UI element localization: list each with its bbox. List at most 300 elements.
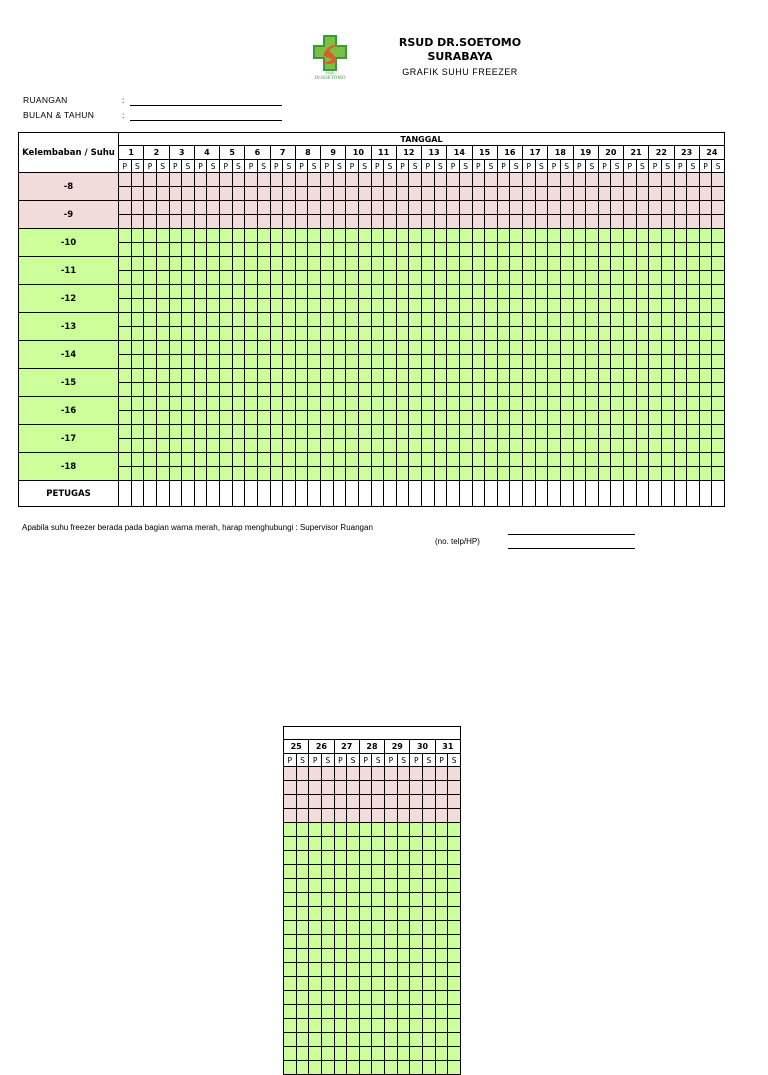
reading-cell[interactable] xyxy=(535,215,548,229)
reading-cell[interactable] xyxy=(384,313,397,327)
reading-cell[interactable] xyxy=(712,425,725,439)
reading-cell[interactable] xyxy=(573,271,586,285)
reading-cell[interactable] xyxy=(611,271,624,285)
reading-cell[interactable] xyxy=(611,285,624,299)
reading-cell[interactable] xyxy=(687,201,700,215)
petugas-cell[interactable] xyxy=(232,481,245,507)
reading-cell[interactable] xyxy=(182,187,195,201)
reading-cell[interactable] xyxy=(397,879,410,893)
reading-cell[interactable] xyxy=(207,243,220,257)
reading-cell[interactable] xyxy=(257,201,270,215)
reading-cell[interactable] xyxy=(560,467,573,481)
reading-cell[interactable] xyxy=(661,383,674,397)
reading-cell[interactable] xyxy=(182,299,195,313)
reading-cell[interactable] xyxy=(131,229,144,243)
reading-cell[interactable] xyxy=(459,397,472,411)
reading-cell[interactable] xyxy=(156,369,169,383)
reading-cell[interactable] xyxy=(144,355,157,369)
petugas-cell[interactable] xyxy=(687,481,700,507)
reading-cell[interactable] xyxy=(624,453,637,467)
reading-cell[interactable] xyxy=(284,991,297,1005)
reading-cell[interactable] xyxy=(321,935,334,949)
reading-cell[interactable] xyxy=(523,229,536,243)
reading-cell[interactable] xyxy=(346,243,359,257)
reading-cell[interactable] xyxy=(372,1005,385,1019)
reading-cell[interactable] xyxy=(423,921,436,935)
reading-cell[interactable] xyxy=(472,411,485,425)
reading-cell[interactable] xyxy=(548,215,561,229)
reading-cell[interactable] xyxy=(573,187,586,201)
reading-cell[interactable] xyxy=(245,313,258,327)
reading-cell[interactable] xyxy=(410,1005,423,1019)
reading-cell[interactable] xyxy=(434,271,447,285)
reading-cell[interactable] xyxy=(207,397,220,411)
reading-cell[interactable] xyxy=(220,439,233,453)
reading-cell[interactable] xyxy=(661,215,674,229)
reading-cell[interactable] xyxy=(687,397,700,411)
reading-cell[interactable] xyxy=(270,369,283,383)
reading-cell[interactable] xyxy=(144,285,157,299)
reading-cell[interactable] xyxy=(560,173,573,187)
reading-cell[interactable] xyxy=(573,383,586,397)
reading-cell[interactable] xyxy=(119,271,132,285)
reading-cell[interactable] xyxy=(674,453,687,467)
reading-cell[interactable] xyxy=(611,411,624,425)
reading-cell[interactable] xyxy=(257,229,270,243)
reading-cell[interactable] xyxy=(296,1047,309,1061)
reading-cell[interactable] xyxy=(257,327,270,341)
reading-cell[interactable] xyxy=(194,439,207,453)
reading-cell[interactable] xyxy=(346,467,359,481)
reading-cell[interactable] xyxy=(321,439,334,453)
reading-cell[interactable] xyxy=(598,411,611,425)
reading-cell[interactable] xyxy=(207,257,220,271)
reading-cell[interactable] xyxy=(535,201,548,215)
reading-cell[interactable] xyxy=(169,173,182,187)
reading-cell[interactable] xyxy=(384,215,397,229)
reading-cell[interactable] xyxy=(423,963,436,977)
reading-cell[interactable] xyxy=(144,173,157,187)
reading-cell[interactable] xyxy=(497,397,510,411)
reading-cell[interactable] xyxy=(207,271,220,285)
reading-cell[interactable] xyxy=(220,341,233,355)
reading-cell[interactable] xyxy=(485,229,498,243)
reading-cell[interactable] xyxy=(169,411,182,425)
reading-cell[interactable] xyxy=(485,439,498,453)
reading-cell[interactable] xyxy=(347,865,360,879)
reading-cell[interactable] xyxy=(333,271,346,285)
reading-cell[interactable] xyxy=(397,851,410,865)
reading-cell[interactable] xyxy=(636,425,649,439)
reading-cell[interactable] xyxy=(586,257,599,271)
reading-cell[interactable] xyxy=(396,229,409,243)
reading-cell[interactable] xyxy=(459,299,472,313)
reading-cell[interactable] xyxy=(257,271,270,285)
reading-cell[interactable] xyxy=(321,865,334,879)
reading-cell[interactable] xyxy=(220,327,233,341)
reading-cell[interactable] xyxy=(409,229,422,243)
reading-cell[interactable] xyxy=(485,411,498,425)
reading-cell[interactable] xyxy=(636,439,649,453)
reading-cell[interactable] xyxy=(535,285,548,299)
reading-cell[interactable] xyxy=(359,823,372,837)
reading-cell[interactable] xyxy=(485,299,498,313)
reading-cell[interactable] xyxy=(144,313,157,327)
reading-cell[interactable] xyxy=(333,369,346,383)
reading-cell[interactable] xyxy=(372,907,385,921)
reading-cell[interactable] xyxy=(598,229,611,243)
reading-cell[interactable] xyxy=(308,397,321,411)
reading-cell[interactable] xyxy=(321,921,334,935)
reading-cell[interactable] xyxy=(359,795,372,809)
reading-cell[interactable] xyxy=(284,977,297,991)
petugas-cell[interactable] xyxy=(207,481,220,507)
reading-cell[interactable] xyxy=(548,271,561,285)
reading-cell[interactable] xyxy=(624,201,637,215)
reading-cell[interactable] xyxy=(661,327,674,341)
reading-cell[interactable] xyxy=(385,795,398,809)
reading-cell[interactable] xyxy=(472,425,485,439)
reading-cell[interactable] xyxy=(347,795,360,809)
reading-cell[interactable] xyxy=(359,809,372,823)
reading-cell[interactable] xyxy=(220,397,233,411)
reading-cell[interactable] xyxy=(309,1061,322,1075)
reading-cell[interactable] xyxy=(447,327,460,341)
reading-cell[interactable] xyxy=(194,215,207,229)
reading-cell[interactable] xyxy=(636,341,649,355)
reading-cell[interactable] xyxy=(687,327,700,341)
reading-cell[interactable] xyxy=(649,299,662,313)
reading-cell[interactable] xyxy=(194,173,207,187)
reading-cell[interactable] xyxy=(447,341,460,355)
reading-cell[interactable] xyxy=(169,215,182,229)
reading-cell[interactable] xyxy=(535,327,548,341)
reading-cell[interactable] xyxy=(283,173,296,187)
reading-cell[interactable] xyxy=(435,1061,448,1075)
reading-cell[interactable] xyxy=(510,271,523,285)
reading-cell[interactable] xyxy=(358,243,371,257)
reading-cell[interactable] xyxy=(309,963,322,977)
petugas-cell[interactable] xyxy=(624,481,637,507)
reading-cell[interactable] xyxy=(257,397,270,411)
reading-cell[interactable] xyxy=(434,355,447,369)
reading-cell[interactable] xyxy=(384,187,397,201)
reading-cell[interactable] xyxy=(284,1047,297,1061)
reading-cell[interactable] xyxy=(459,327,472,341)
reading-cell[interactable] xyxy=(435,795,448,809)
reading-cell[interactable] xyxy=(396,425,409,439)
petugas-cell[interactable] xyxy=(156,481,169,507)
reading-cell[interactable] xyxy=(220,369,233,383)
petugas-cell[interactable] xyxy=(333,481,346,507)
reading-cell[interactable] xyxy=(321,341,334,355)
reading-cell[interactable] xyxy=(144,453,157,467)
reading-cell[interactable] xyxy=(523,383,536,397)
reading-cell[interactable] xyxy=(119,369,132,383)
reading-cell[interactable] xyxy=(309,1033,322,1047)
reading-cell[interactable] xyxy=(497,243,510,257)
reading-cell[interactable] xyxy=(448,823,461,837)
reading-cell[interactable] xyxy=(194,285,207,299)
reading-cell[interactable] xyxy=(523,453,536,467)
reading-cell[interactable] xyxy=(397,977,410,991)
reading-cell[interactable] xyxy=(472,369,485,383)
reading-cell[interactable] xyxy=(270,187,283,201)
reading-cell[interactable] xyxy=(699,187,712,201)
reading-cell[interactable] xyxy=(283,201,296,215)
reading-cell[interactable] xyxy=(144,243,157,257)
reading-cell[interactable] xyxy=(586,215,599,229)
reading-cell[interactable] xyxy=(661,369,674,383)
reading-cell[interactable] xyxy=(423,977,436,991)
reading-cell[interactable] xyxy=(321,313,334,327)
reading-cell[interactable] xyxy=(371,439,384,453)
reading-cell[interactable] xyxy=(573,215,586,229)
reading-cell[interactable] xyxy=(131,173,144,187)
reading-cell[interactable] xyxy=(321,215,334,229)
reading-cell[interactable] xyxy=(220,187,233,201)
reading-cell[interactable] xyxy=(661,229,674,243)
reading-cell[interactable] xyxy=(284,949,297,963)
reading-cell[interactable] xyxy=(296,1033,309,1047)
reading-cell[interactable] xyxy=(396,313,409,327)
reading-cell[interactable] xyxy=(309,809,322,823)
reading-cell[interactable] xyxy=(497,285,510,299)
reading-cell[interactable] xyxy=(119,215,132,229)
reading-cell[interactable] xyxy=(270,243,283,257)
reading-cell[interactable] xyxy=(194,355,207,369)
reading-cell[interactable] xyxy=(321,809,334,823)
reading-cell[interactable] xyxy=(485,173,498,187)
reading-cell[interactable] xyxy=(334,767,347,781)
reading-cell[interactable] xyxy=(346,271,359,285)
reading-cell[interactable] xyxy=(548,327,561,341)
reading-cell[interactable] xyxy=(485,453,498,467)
reading-cell[interactable] xyxy=(611,173,624,187)
reading-cell[interactable] xyxy=(661,243,674,257)
reading-cell[interactable] xyxy=(347,921,360,935)
reading-cell[interactable] xyxy=(372,893,385,907)
reading-cell[interactable] xyxy=(560,397,573,411)
petugas-cell[interactable] xyxy=(523,481,536,507)
reading-cell[interactable] xyxy=(448,879,461,893)
reading-cell[interactable] xyxy=(321,383,334,397)
reading-cell[interactable] xyxy=(232,467,245,481)
reading-cell[interactable] xyxy=(535,383,548,397)
reading-cell[interactable] xyxy=(410,879,423,893)
reading-cell[interactable] xyxy=(119,355,132,369)
reading-cell[interactable] xyxy=(435,1033,448,1047)
reading-cell[interactable] xyxy=(423,837,436,851)
reading-cell[interactable] xyxy=(598,425,611,439)
reading-cell[interactable] xyxy=(548,425,561,439)
reading-cell[interactable] xyxy=(283,327,296,341)
reading-cell[interactable] xyxy=(270,467,283,481)
reading-cell[interactable] xyxy=(396,467,409,481)
petugas-cell[interactable] xyxy=(434,481,447,507)
reading-cell[interactable] xyxy=(321,795,334,809)
reading-cell[interactable] xyxy=(459,229,472,243)
reading-cell[interactable] xyxy=(232,453,245,467)
reading-cell[interactable] xyxy=(232,355,245,369)
reading-cell[interactable] xyxy=(371,425,384,439)
reading-cell[interactable] xyxy=(309,781,322,795)
reading-cell[interactable] xyxy=(510,173,523,187)
petugas-cell[interactable] xyxy=(636,481,649,507)
reading-cell[interactable] xyxy=(674,439,687,453)
reading-cell[interactable] xyxy=(358,201,371,215)
reading-cell[interactable] xyxy=(397,1047,410,1061)
reading-cell[interactable] xyxy=(346,229,359,243)
reading-cell[interactable] xyxy=(333,383,346,397)
reading-cell[interactable] xyxy=(309,879,322,893)
reading-cell[interactable] xyxy=(296,865,309,879)
reading-cell[interactable] xyxy=(548,467,561,481)
reading-cell[interactable] xyxy=(169,453,182,467)
reading-cell[interactable] xyxy=(586,285,599,299)
reading-cell[interactable] xyxy=(385,1005,398,1019)
reading-cell[interactable] xyxy=(346,313,359,327)
reading-cell[interactable] xyxy=(434,425,447,439)
reading-cell[interactable] xyxy=(485,201,498,215)
reading-cell[interactable] xyxy=(687,439,700,453)
reading-cell[interactable] xyxy=(624,369,637,383)
reading-cell[interactable] xyxy=(333,243,346,257)
reading-cell[interactable] xyxy=(397,991,410,1005)
reading-cell[interactable] xyxy=(535,187,548,201)
reading-cell[interactable] xyxy=(435,823,448,837)
reading-cell[interactable] xyxy=(245,299,258,313)
reading-cell[interactable] xyxy=(333,201,346,215)
reading-cell[interactable] xyxy=(434,229,447,243)
reading-cell[interactable] xyxy=(472,341,485,355)
reading-cell[interactable] xyxy=(347,809,360,823)
reading-cell[interactable] xyxy=(334,921,347,935)
reading-cell[interactable] xyxy=(295,271,308,285)
reading-cell[interactable] xyxy=(283,299,296,313)
reading-cell[interactable] xyxy=(674,327,687,341)
reading-cell[interactable] xyxy=(447,299,460,313)
reading-cell[interactable] xyxy=(434,383,447,397)
reading-cell[interactable] xyxy=(309,865,322,879)
reading-cell[interactable] xyxy=(409,369,422,383)
reading-cell[interactable] xyxy=(334,935,347,949)
reading-cell[interactable] xyxy=(485,397,498,411)
reading-cell[interactable] xyxy=(510,439,523,453)
reading-cell[interactable] xyxy=(295,369,308,383)
reading-cell[interactable] xyxy=(712,313,725,327)
reading-cell[interactable] xyxy=(435,949,448,963)
reading-cell[interactable] xyxy=(334,1019,347,1033)
reading-cell[interactable] xyxy=(649,355,662,369)
reading-cell[interactable] xyxy=(358,425,371,439)
reading-cell[interactable] xyxy=(257,383,270,397)
reading-cell[interactable] xyxy=(346,369,359,383)
reading-cell[interactable] xyxy=(270,383,283,397)
reading-cell[interactable] xyxy=(448,893,461,907)
reading-cell[interactable] xyxy=(182,313,195,327)
reading-cell[interactable] xyxy=(295,439,308,453)
reading-cell[interactable] xyxy=(131,383,144,397)
reading-cell[interactable] xyxy=(422,467,435,481)
reading-cell[interactable] xyxy=(296,781,309,795)
reading-cell[interactable] xyxy=(560,355,573,369)
reading-cell[interactable] xyxy=(371,411,384,425)
reading-cell[interactable] xyxy=(321,243,334,257)
reading-cell[interactable] xyxy=(295,327,308,341)
reading-cell[interactable] xyxy=(295,257,308,271)
reading-cell[interactable] xyxy=(309,1019,322,1033)
reading-cell[interactable] xyxy=(384,411,397,425)
reading-cell[interactable] xyxy=(523,425,536,439)
reading-cell[interactable] xyxy=(699,229,712,243)
reading-cell[interactable] xyxy=(674,257,687,271)
reading-cell[interactable] xyxy=(699,201,712,215)
reading-cell[interactable] xyxy=(586,397,599,411)
reading-cell[interactable] xyxy=(422,257,435,271)
reading-cell[interactable] xyxy=(283,215,296,229)
reading-cell[interactable] xyxy=(699,397,712,411)
reading-cell[interactable] xyxy=(321,963,334,977)
reading-cell[interactable] xyxy=(409,187,422,201)
reading-cell[interactable] xyxy=(535,425,548,439)
reading-cell[interactable] xyxy=(699,467,712,481)
reading-cell[interactable] xyxy=(573,341,586,355)
reading-cell[interactable] xyxy=(371,313,384,327)
reading-cell[interactable] xyxy=(447,411,460,425)
reading-cell[interactable] xyxy=(448,907,461,921)
reading-cell[interactable] xyxy=(422,271,435,285)
reading-cell[interactable] xyxy=(497,215,510,229)
reading-cell[interactable] xyxy=(598,299,611,313)
reading-cell[interactable] xyxy=(435,977,448,991)
reading-cell[interactable] xyxy=(410,1047,423,1061)
reading-cell[interactable] xyxy=(409,201,422,215)
reading-cell[interactable] xyxy=(334,851,347,865)
reading-cell[interactable] xyxy=(257,285,270,299)
reading-cell[interactable] xyxy=(611,187,624,201)
reading-cell[interactable] xyxy=(459,313,472,327)
petugas-cell[interactable] xyxy=(409,481,422,507)
reading-cell[interactable] xyxy=(308,201,321,215)
reading-cell[interactable] xyxy=(283,355,296,369)
reading-cell[interactable] xyxy=(636,369,649,383)
reading-cell[interactable] xyxy=(359,921,372,935)
reading-cell[interactable] xyxy=(358,229,371,243)
reading-cell[interactable] xyxy=(144,299,157,313)
reading-cell[interactable] xyxy=(523,397,536,411)
reading-cell[interactable] xyxy=(284,1033,297,1047)
reading-cell[interactable] xyxy=(548,285,561,299)
reading-cell[interactable] xyxy=(649,439,662,453)
reading-cell[interactable] xyxy=(131,201,144,215)
reading-cell[interactable] xyxy=(423,795,436,809)
reading-cell[interactable] xyxy=(396,453,409,467)
reading-cell[interactable] xyxy=(712,229,725,243)
reading-cell[interactable] xyxy=(410,809,423,823)
reading-cell[interactable] xyxy=(283,439,296,453)
reading-cell[interactable] xyxy=(182,467,195,481)
reading-cell[interactable] xyxy=(119,453,132,467)
reading-cell[interactable] xyxy=(359,865,372,879)
reading-cell[interactable] xyxy=(699,243,712,257)
reading-cell[interactable] xyxy=(232,327,245,341)
reading-cell[interactable] xyxy=(371,383,384,397)
reading-cell[interactable] xyxy=(548,187,561,201)
reading-cell[interactable] xyxy=(156,313,169,327)
reading-cell[interactable] xyxy=(207,285,220,299)
reading-cell[interactable] xyxy=(295,383,308,397)
